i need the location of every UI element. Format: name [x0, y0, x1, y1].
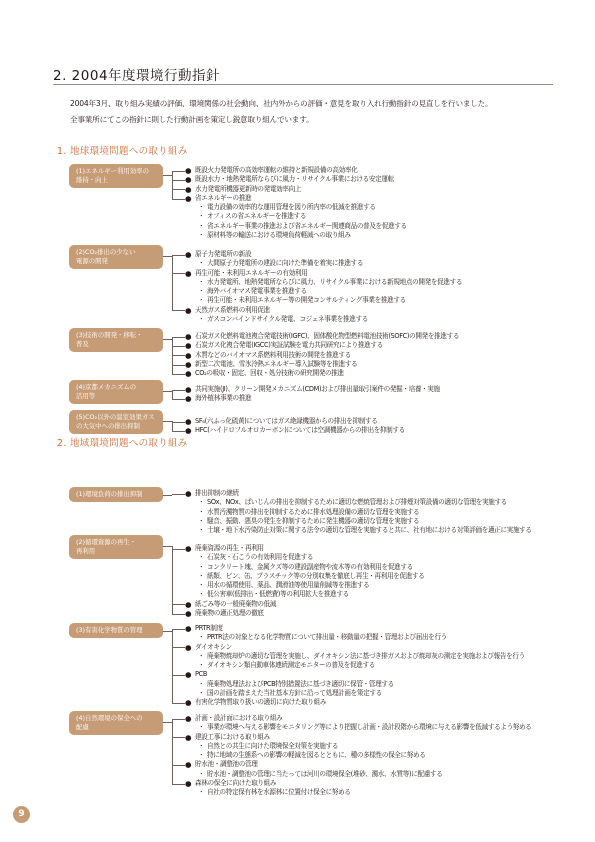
policy-item: ● 計画・設計面における取り組み	[185, 714, 532, 723]
intro-line: 2004年3月、取り組み実績の評価、環境関係の社会動向、社内外からの評価・意見を取り入れ行動指針の見直しを行いました。	[70, 99, 493, 108]
category-label: (1)エネルギー利用効率の	[76, 167, 149, 175]
connector-line	[172, 171, 185, 172]
policy-item: ● 新型二次電池、雪氷冷熱エネルギー導入試験等を推進する	[185, 360, 459, 369]
category-label: (3)技術の開発・移転・	[76, 331, 143, 339]
connector-line	[172, 374, 185, 375]
policy-subitem: ・ 石炭灰・石こうの有効利用を促進する	[185, 553, 424, 562]
policy-item: ● PCB	[185, 670, 525, 679]
category-label: (4)京都メカニズムの	[76, 383, 137, 391]
policy-subitem: ・ 海外バイオマス発電事業を推進する	[185, 287, 462, 296]
category-box	[69, 245, 163, 269]
category-label: の大気中への排出抑制	[76, 422, 140, 430]
policy-subitem: ・ 廃棄物焼却炉の適切な管理を実施し、ダイオキシン法に基づき排ガスおよび焼却灰の測定を実施および報告を行う	[185, 652, 525, 661]
policy-item: ● 廃棄物の適正処理の徹底	[185, 609, 424, 618]
category-label: 再利用	[76, 547, 96, 555]
policy-item: ● 紙ごみ等の一般廃棄物の低減	[185, 600, 424, 609]
policy-subitem: ・ ダイオキシン類自動車体連続測定モニターの普及を促進する	[185, 661, 525, 670]
policy-item: ● 有害化学物質取り扱いの適切に向けた取り組み	[185, 698, 525, 707]
connector-line	[172, 647, 185, 648]
page-number: 9	[13, 806, 30, 823]
section-2-heading: 2. 地域環境問題への取り組み	[57, 438, 188, 449]
connector-line	[172, 390, 185, 391]
policy-subitem: ・ 自然との共生に向けた環境保全対策を実施する	[185, 742, 532, 751]
policy-subitem: ・ 水力発電所、地熱発電所ならびに風力、リサイクル事業における新規地点の開発を促進する	[185, 278, 462, 287]
connector-line	[172, 719, 173, 785]
policy-subitem: ・ 大間原子力発電所の建設に向けた準備を着実に推進する	[185, 259, 462, 268]
category-label: 活用等	[76, 392, 96, 400]
intro-paragraph	[70, 96, 550, 128]
connector-line	[172, 255, 185, 256]
policy-subitem: ・ 電力設備の効率的な運用管理を図り所内率の低減を推進する	[185, 203, 407, 212]
policy-item: ● 天然ガス系燃料の利用促進	[185, 306, 462, 315]
connector-line	[172, 310, 185, 311]
connector-line	[163, 546, 172, 547]
policy-subitem: ・ 特に地域の生態系への影響の軽減を図るとともに、種の多様性の保全に努める	[185, 751, 532, 760]
policy-subitem: ・ 騒音、振動、悪臭の発生を抑制するために発生機器の適切な管理を実施する	[185, 517, 532, 526]
policy-subitem: ・ 紙類、ビン、缶、プラスチック等の分別収集を徹底し再生・再利用を促進する	[185, 572, 424, 581]
policy-item: ● 既設火力発電所の高効率運転の維持と新規設備の高効率化	[185, 166, 407, 175]
policy-subitem: ・ 用水の循環使用、薬品、潤滑油等使用量削減等を推進する	[185, 581, 424, 590]
policy-subitem: ・ 水質汚濁物質の排出を抑制するために排水処理設備の適切な管理を実施する	[185, 508, 532, 517]
connector-line	[172, 365, 185, 366]
connector-line	[163, 256, 172, 257]
category-box	[69, 623, 163, 638]
category-box	[69, 711, 163, 735]
connector-line	[172, 675, 185, 676]
category-label: (3)有害化学物質の管理	[76, 626, 143, 634]
policy-item: ● 石炭ガス化複合発電(IGCC)実証試験を電力共同研究により推進する	[185, 341, 459, 350]
category-item-list	[185, 166, 407, 240]
category-item-list	[185, 332, 459, 378]
policy-subitem: ・ 廃棄物処理法およびPCB特別措置法に基づき適切に保管・管理する	[185, 680, 525, 689]
policy-item: ● 建設工事における取り組み	[185, 733, 532, 742]
intro-line: 全事業所にてこの指針に則した行動計画を策定し鋭意取り組んでいます。	[70, 115, 314, 124]
policy-item: ● 森林の保全に向けた取り組み	[185, 779, 532, 788]
policy-subitem: ・ 省エネルギー事業の推進および省エネルギー関連商品の普及を促進する	[185, 222, 407, 231]
connector-line	[163, 495, 172, 496]
policy-subitem: ・ オフィスの省エネルギーを推進する	[185, 212, 407, 221]
connector-line	[163, 391, 172, 392]
connector-line	[163, 631, 172, 632]
policy-item: ● 共同実施(JI)、クリーン開発メカニズム(CDM)および排出量取引案件の発掘・培養・実施	[185, 385, 440, 394]
policy-item: ● 木質などのバイオマス系燃料利用技術の開発を推進する	[185, 351, 459, 360]
page-title: 2. 2004年度環境行動指針	[53, 68, 221, 84]
connector-line	[172, 273, 185, 274]
policy-item: ● SF₆(六ふっ化硫黄)についてはガス絶縁機器からの排出を抑制する	[185, 417, 405, 426]
connector-line	[163, 175, 172, 176]
policy-subitem: ・ 国の計画を踏まえた当社基本方針に沿って処理計画を策定する	[185, 689, 525, 698]
category-label: 維持・向上	[76, 176, 108, 184]
category-item-list	[185, 544, 424, 618]
policy-subitem: ・ 土壌・地下水汚染防止対策に関する法令の適切な管理を実施すると共に、社有地における対策評価を適正に実施する	[185, 526, 532, 535]
category-box	[69, 535, 163, 559]
category-box	[69, 487, 163, 502]
connector-line	[172, 399, 185, 400]
policy-subitem: ・ 原材料等の輸送における環境負荷軽減への取り組み	[185, 231, 407, 240]
category-label: (5)CO₂以外の温室効果ガス	[76, 413, 155, 421]
connector-line	[172, 703, 185, 704]
connector-line	[172, 549, 185, 550]
connector-line	[172, 346, 185, 347]
policy-item: ● 再生可能・未利用エネルギーの有効利用	[185, 269, 462, 278]
section-1-heading: 1. 地球環境問題への取り組み	[57, 146, 188, 157]
category-label: (2)循環資源の再生・	[76, 538, 137, 546]
policy-item: ● CO₂の吸収・固定、回収・処分技術の研究開発の推進	[185, 369, 459, 378]
connector-line	[172, 494, 185, 495]
policy-item: ● PRTR制度	[185, 624, 525, 633]
policy-subitem: ・ 貯水池・調整池の管理に当たっては河川の環境保全(堆砂、濁水、水質等)に配慮する	[185, 770, 532, 779]
policy-item: ● 貯水池・調整池の管理	[185, 760, 532, 769]
connector-line	[172, 614, 185, 615]
connector-line	[172, 337, 185, 338]
policy-item: ● 原子力発電所の新設	[185, 250, 462, 259]
category-label: 電源の開発	[76, 257, 108, 265]
category-item-list	[185, 417, 405, 436]
connector-line	[163, 421, 172, 422]
category-box	[69, 328, 163, 352]
connector-line	[172, 189, 185, 190]
policy-subitem: ・ 低公害車(低排出・低燃費)等の利用拡大を推進する	[185, 590, 424, 599]
category-box	[69, 164, 163, 188]
category-box	[69, 410, 163, 434]
connector-line	[172, 431, 185, 432]
category-item-list	[185, 385, 440, 404]
policy-subitem: ・ 事業が環境へ与える影響をモニタリング等により把握し計画・設計段階から環境に与える影響を低減するよう努める	[185, 723, 532, 732]
connector-line	[172, 719, 185, 720]
policy-item: ● 石炭ガス化燃料電池複合発電技術(IGFC)、固体酸化物型燃料電池技術(SOFC)の開発を推進する	[185, 332, 459, 341]
category-label: (2)CO₂排出の少ない	[76, 248, 136, 256]
connector-line	[163, 339, 172, 340]
connector-line	[172, 765, 185, 766]
title-divider	[53, 84, 553, 85]
connector-line	[172, 784, 185, 785]
connector-line	[172, 629, 173, 704]
category-label: 普及	[76, 340, 89, 348]
connector-line	[163, 722, 172, 723]
policy-subitem: ・ PRTR法の対象となる化学物質について排出量・移動量の把握・管理および届出を行う	[185, 633, 525, 642]
connector-line	[172, 355, 185, 356]
category-item-list	[185, 624, 525, 708]
policy-item: ● 廃棄資源の再生・再利用	[185, 544, 424, 553]
connector-line	[172, 604, 185, 605]
policy-item: ● 水力発電所機器更新時の発電効率向上	[185, 185, 407, 194]
category-item-list	[185, 250, 462, 324]
policy-item: ● 省エネルギーの推進	[185, 194, 407, 203]
connector-line	[172, 180, 185, 181]
policy-subitem: ・ 再生可能・未利用エネルギー等の開発コンサルティング事業を推進する	[185, 296, 462, 305]
policy-subitem: ・ ガスコンバインドサイクル発電、コジェネ事業を推進する	[185, 315, 462, 324]
connector-line	[172, 171, 173, 200]
category-label: (4)自然環境の保全への	[76, 714, 143, 722]
policy-item: ● 既設水力・地熱発電所ならびに風力・リサイクル事業における安定運転	[185, 175, 407, 184]
category-label: 配慮	[76, 723, 89, 731]
policy-item: ● 排出抑制の継続	[185, 489, 532, 498]
policy-item: ● HFC(ハイドロフルオロカーボン)については空調機器からの排出を抑制する	[185, 426, 405, 435]
connector-line	[172, 629, 185, 630]
policy-item: ● ダイオキシン	[185, 643, 525, 652]
policy-item: ● 海外植林事業の推進	[185, 394, 440, 403]
policy-subitem: ・ 自社の特定保有林を水源林に位置付け保全に努める	[185, 788, 532, 797]
connector-line	[172, 199, 185, 200]
category-box	[69, 380, 163, 404]
policy-subitem: ・ SOx、NOx、ばいじんの排出を抑制するために適切な燃焼管理および排煙対策設備の適切な管理を実施する	[185, 498, 532, 507]
connector-line	[172, 737, 185, 738]
policy-subitem: ・ コンクリート塊、金属クズ等の建設副産物や流木等の有効利用を促進する	[185, 563, 424, 572]
category-label: (1)環境負荷の排出抑制	[76, 490, 143, 498]
category-item-list	[185, 489, 532, 535]
connector-line	[172, 255, 173, 312]
category-item-list	[185, 714, 532, 798]
connector-line	[172, 422, 185, 423]
